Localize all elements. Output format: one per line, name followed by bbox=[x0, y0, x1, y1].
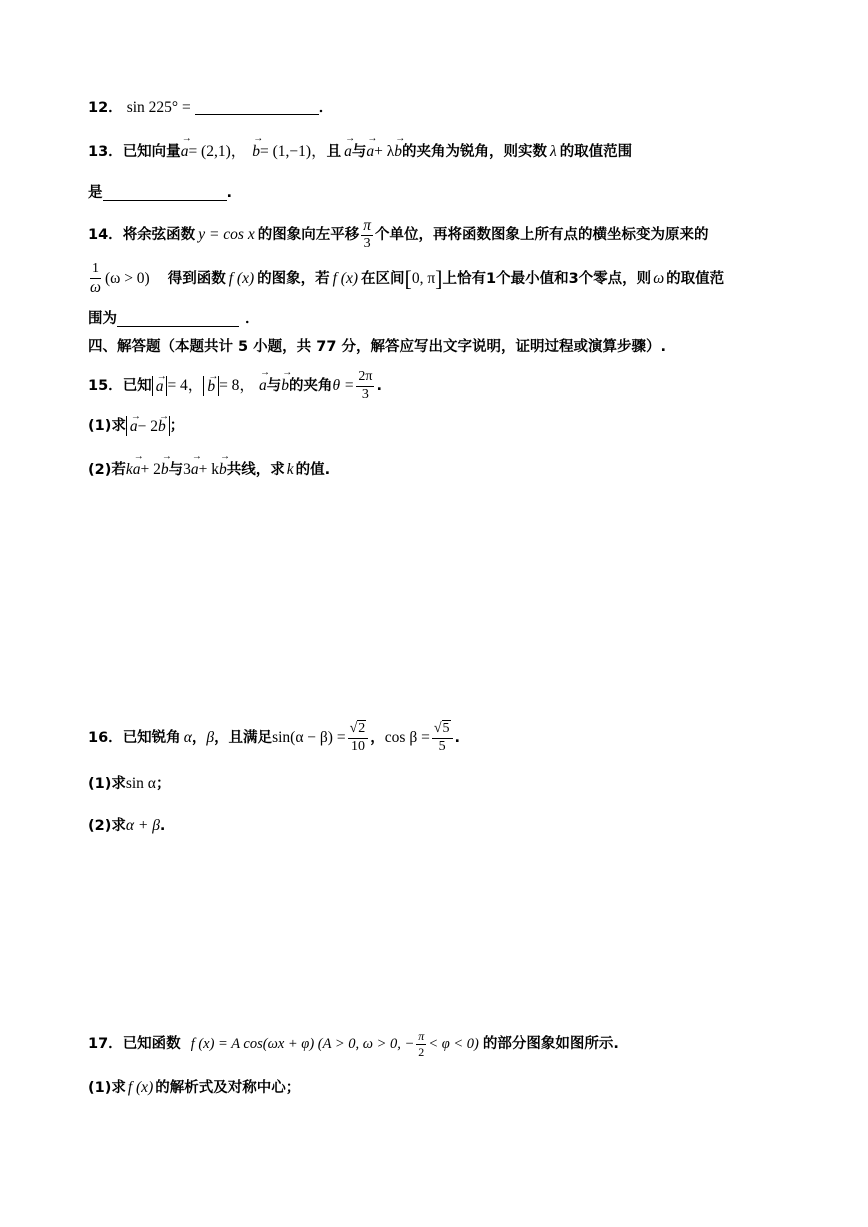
part-label: (1)求 bbox=[88, 775, 126, 792]
fraction-numerator: 1 bbox=[90, 262, 101, 279]
fraction-denominator: 5 bbox=[438, 738, 446, 754]
fraction-pi-over-3 bbox=[361, 218, 373, 252]
math-fx: f (x) bbox=[127, 1079, 154, 1096]
separator: ， bbox=[191, 729, 207, 746]
part-label: (2)求 bbox=[88, 817, 126, 834]
lambda-symbol: λ bbox=[549, 143, 557, 160]
question-number: 15． bbox=[88, 377, 123, 394]
math-k: k bbox=[125, 461, 133, 478]
question-text: 得到函数 bbox=[167, 270, 226, 287]
vector-a: → a bbox=[191, 462, 199, 478]
question-text: 已知函数 bbox=[122, 1035, 181, 1052]
question-text: 且 bbox=[326, 143, 342, 160]
question-13-answer-line bbox=[88, 186, 232, 201]
fraction-pi-over-2 bbox=[416, 1030, 426, 1058]
math-expression: sin(α − β) = bbox=[272, 729, 346, 747]
fraction-numerator: 2π bbox=[356, 370, 374, 387]
line-end: . bbox=[376, 377, 382, 394]
question-text: 个单位，再将函数图象上所有点的横坐标变为原来的 bbox=[374, 226, 709, 243]
question-16 bbox=[88, 722, 460, 754]
omega-symbol: ω bbox=[653, 270, 665, 288]
question-16-part-1 bbox=[88, 776, 170, 792]
question-text: 的部分图象如图所示. bbox=[482, 1035, 619, 1052]
math-expression: θ = bbox=[332, 377, 355, 395]
question-15 bbox=[88, 370, 382, 402]
fraction-denominator: 3 bbox=[363, 236, 371, 252]
line-end: . bbox=[454, 729, 461, 746]
question-number: 16． bbox=[88, 729, 123, 746]
fraction-denominator: 2 bbox=[418, 1044, 425, 1059]
question-text: 的解析式及对称中心； bbox=[155, 1079, 301, 1096]
interval-close-bracket: ] bbox=[435, 265, 443, 291]
line-end: . bbox=[159, 817, 166, 834]
question-number: 13． bbox=[88, 143, 123, 160]
fraction-denominator: 10 bbox=[350, 738, 365, 754]
question-text: 与 bbox=[266, 377, 282, 394]
math-expression: < φ < 0) bbox=[428, 1035, 479, 1052]
math-expression: y = cos x bbox=[198, 226, 255, 244]
section-heading: 四、解答题（本题共计 5 小题，共 77 分，解答应写出文字说明，证明过程或演算步骤）. bbox=[88, 339, 666, 355]
question-text: 的取值范 bbox=[666, 270, 725, 287]
vector-a: → a bbox=[133, 462, 141, 478]
fraction-numerator: π bbox=[361, 218, 373, 236]
beta-symbol: β bbox=[206, 729, 215, 747]
fraction-sqrt5-over-5: $\frac{√5}{5}$ bbox=[432, 722, 453, 754]
question-16-part-2 bbox=[88, 818, 165, 834]
vector-b: → b bbox=[281, 378, 289, 394]
question-text: ，且满足 bbox=[214, 729, 273, 746]
question-text: 的取值范围 bbox=[559, 143, 633, 160]
math-expression: = (2,1)， bbox=[188, 143, 247, 160]
math-expression: α + β bbox=[125, 817, 160, 834]
question-13 bbox=[88, 144, 632, 160]
interval-open-bracket: [ bbox=[404, 265, 412, 291]
question-text: 已知锐角 bbox=[122, 729, 181, 746]
answer-blank bbox=[195, 100, 319, 115]
interval-expression: 0, π bbox=[411, 270, 436, 288]
math-expression: + k bbox=[198, 461, 219, 478]
question-text: 的图象向左平移 bbox=[257, 226, 360, 243]
radicand: 2 bbox=[358, 721, 366, 736]
part-label: (1)求 bbox=[88, 1079, 126, 1096]
question-text: 是 bbox=[88, 185, 103, 202]
math-expression: + λ bbox=[374, 143, 395, 160]
alpha-symbol: α bbox=[183, 729, 192, 747]
separator: ， bbox=[370, 729, 385, 746]
fraction-denominator: 3 bbox=[361, 386, 369, 402]
question-text: 在区间 bbox=[361, 270, 405, 287]
math-expression: 3 bbox=[183, 461, 191, 478]
question-text: 上恰有1个最小值和3个零点，则 bbox=[442, 270, 652, 287]
math-expression: (ω > 0) bbox=[104, 270, 150, 288]
question-text: 将余弦函数 bbox=[122, 226, 196, 243]
question-number: 17． bbox=[88, 1035, 123, 1052]
vector-b: → b bbox=[219, 462, 227, 478]
math-expression: sin 225° = bbox=[126, 99, 191, 116]
vector-a: → a bbox=[366, 144, 374, 160]
question-14 bbox=[88, 218, 708, 252]
fraction-2pi-over-3 bbox=[356, 370, 374, 402]
vector-a: → a bbox=[344, 144, 352, 160]
fraction-one-over-omega bbox=[88, 262, 103, 296]
answer-blank bbox=[117, 312, 239, 327]
abs-vector-b: → b bbox=[203, 376, 219, 396]
question-17 bbox=[88, 1030, 619, 1058]
math-expression: = 8， bbox=[219, 377, 255, 395]
question-text: 的夹角 bbox=[288, 377, 333, 394]
math-expression: = (1,−1)， bbox=[260, 143, 327, 160]
line-end: ； bbox=[155, 775, 171, 792]
math-expression: cos β = bbox=[384, 729, 430, 747]
question-number: 14． bbox=[88, 226, 123, 243]
abs-expression: → a− 2→ b bbox=[126, 416, 170, 436]
question-text: 共线，求 bbox=[226, 461, 285, 478]
math-fx: f (x) bbox=[332, 270, 359, 288]
vector-b: → b bbox=[252, 144, 260, 160]
question-15-part-2 bbox=[88, 462, 330, 478]
question-text: 与 bbox=[351, 143, 367, 160]
math-expression: − 2 bbox=[137, 418, 158, 435]
vector-a: → a bbox=[259, 378, 267, 394]
part-label: (2)若 bbox=[88, 461, 126, 478]
math-k: k bbox=[286, 461, 294, 478]
vector-a: → a bbox=[181, 144, 189, 160]
math-expression: + 2 bbox=[140, 461, 161, 478]
question-14-answer-line bbox=[88, 312, 260, 327]
math-expression: = 4， bbox=[167, 377, 204, 395]
answer-blank bbox=[103, 186, 227, 201]
line-end: ． bbox=[245, 311, 260, 328]
question-text: 已知 bbox=[122, 377, 152, 394]
question-text: 的图象，若 bbox=[257, 270, 330, 287]
math-expression: f (x) = A cos(ωx + φ) (A > 0, ω > 0, − bbox=[190, 1035, 415, 1052]
question-14-line2 bbox=[88, 262, 724, 296]
vector-b: → b bbox=[161, 462, 169, 478]
line-end: ； bbox=[169, 417, 185, 434]
question-17-part-1 bbox=[88, 1080, 300, 1096]
line-end: . bbox=[226, 185, 233, 202]
abs-vector-a: → a bbox=[152, 376, 168, 396]
fraction-sqrt2-over-10: $\frac{√2}{10}$ bbox=[348, 722, 369, 754]
question-text: 的夹角为锐角，则实数 bbox=[401, 143, 547, 160]
question-number: 12． bbox=[88, 99, 123, 116]
fraction-denominator: ω bbox=[90, 278, 101, 296]
question-text: 与 bbox=[168, 461, 184, 478]
question-text: 已知向量 bbox=[122, 143, 181, 160]
question-15-part-1 bbox=[88, 416, 184, 436]
question-text: 围为 bbox=[88, 311, 117, 328]
part-label: (1)求 bbox=[88, 417, 126, 434]
line-end: ． bbox=[318, 99, 334, 116]
vector-b: → b bbox=[394, 144, 402, 160]
question-text: 的值. bbox=[295, 461, 331, 478]
math-fx: f (x) bbox=[228, 270, 255, 288]
radicand: 5 bbox=[442, 721, 450, 736]
question-12 bbox=[88, 100, 333, 116]
fraction-numerator: π bbox=[418, 1029, 425, 1043]
math-expression: sin α bbox=[125, 775, 156, 792]
